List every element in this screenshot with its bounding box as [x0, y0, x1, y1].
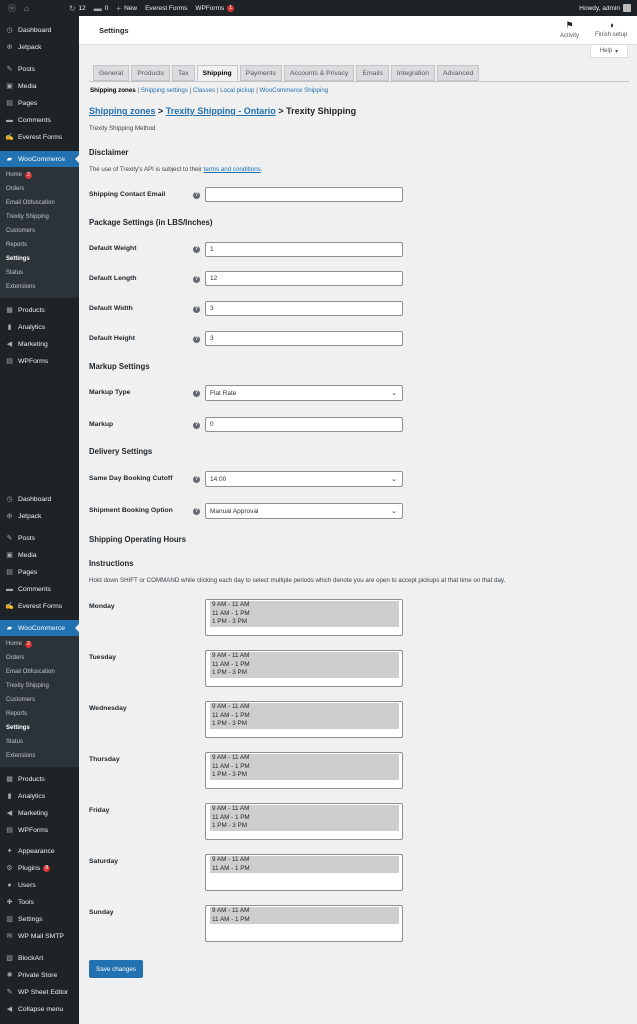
sidebar-item-appearance[interactable]	[0, 843, 79, 859]
operating-hours-heading: Shipping Operating Hours	[89, 535, 187, 544]
width-label: Default Width	[89, 305, 133, 312]
sidebar-item-label: Users	[18, 881, 36, 889]
submenu-item-extensions[interactable]	[6, 750, 35, 762]
submenu-label: Settings	[6, 256, 30, 262]
sidebar-item-label: BlockArt	[18, 954, 44, 962]
account-menu[interactable]: Howdy, admin	[579, 0, 631, 16]
weight-field[interactable]: 1	[205, 242, 403, 257]
save-changes-button[interactable]: Save changes	[89, 960, 143, 978]
sidebar-item-woocommerce[interactable]	[0, 151, 79, 167]
sidebar-item-label: WPForms	[18, 357, 49, 365]
hours-option[interactable]: 9 AM - 11 AM	[210, 805, 399, 814]
sidebar-item-label: Appearance	[18, 847, 55, 855]
store-icon: ✺	[6, 972, 13, 979]
sidebar-item-dashboard[interactable]	[0, 22, 79, 38]
settings-tabs	[93, 65, 479, 81]
site-home-icon[interactable]: ⌂	[24, 3, 29, 13]
sidebar-item-label: WP Sheet Editor	[18, 988, 69, 996]
sidebar-item-label: Media	[18, 82, 37, 90]
hours-option[interactable]: 1 PM - 3 PM	[210, 771, 399, 780]
activity-button[interactable]: ⚑ Activity	[560, 20, 580, 39]
tab-products[interactable]: Products	[131, 65, 170, 81]
updates-icon: ↻	[68, 3, 76, 13]
contact-email-field[interactable]	[205, 187, 403, 202]
help-tip-icon[interactable]: ?	[194, 306, 199, 312]
sidebar-item-label: Products	[18, 775, 45, 783]
sidebar-item-label: Pages	[18, 99, 38, 107]
sidebar-item-pages[interactable]	[0, 564, 79, 580]
terms-link[interactable]: terms and conditions	[203, 166, 261, 173]
sidebar-item-private-store[interactable]	[0, 967, 79, 983]
submenu-label: Extensions	[6, 284, 36, 290]
markup-label: Markup	[89, 421, 114, 428]
sidebar-item-label: Analytics	[18, 323, 46, 331]
day-label-friday: Friday	[89, 807, 110, 814]
tab-integration[interactable]: Integration	[391, 65, 435, 81]
weight-label: Default Weight	[89, 245, 137, 252]
sidebar-item-label: Collapse menu	[18, 1005, 64, 1013]
chevron-down-icon: ⌄	[391, 390, 397, 397]
submenu-item-orders[interactable]	[6, 183, 24, 195]
day-label-saturday: Saturday	[89, 858, 119, 865]
sidebar-item-label: Plugins	[18, 864, 41, 872]
sidebar-item-label: Dashboard	[18, 495, 52, 503]
new-content-link[interactable]: + New	[116, 3, 138, 13]
sheet-icon: ✎	[6, 989, 13, 996]
hours-select-monday[interactable]	[205, 599, 403, 636]
submenu-badge: 2	[25, 641, 32, 648]
submenu-label: Trexity Shipping	[6, 214, 49, 220]
submenu-label: Reports	[6, 242, 28, 248]
submenu-item-settings[interactable]	[6, 253, 30, 265]
height-label: Default Height	[89, 335, 136, 342]
everest-forms-link[interactable]: Everest Forms	[145, 4, 188, 12]
submenu-item-email-obfuscation[interactable]	[6, 197, 55, 209]
hours-option[interactable]: 9 AM - 11 AM	[210, 703, 399, 712]
length-label: Default Length	[89, 275, 137, 282]
sidebar-item-wpforms[interactable]	[0, 822, 79, 838]
sidebar-item-label: Comments	[18, 116, 51, 124]
sidebar-item-settings[interactable]	[0, 911, 79, 927]
hours-select-sunday[interactable]	[205, 905, 403, 942]
everest-forms-icon: ✍	[5, 603, 14, 610]
hours-option[interactable]: 9 AM - 11 AM	[210, 601, 399, 610]
sidebar-item-plugins[interactable]	[0, 860, 79, 876]
sidebar-item-label: Everest Forms	[18, 133, 63, 141]
dashboard-icon: ◷	[6, 27, 13, 34]
hours-option[interactable]: 9 AM - 11 AM	[210, 652, 399, 661]
tab-general[interactable]: General	[93, 65, 129, 81]
everest-forms-icon: ✍	[5, 134, 14, 141]
hours-option[interactable]: 11 AM - 1 PM	[210, 610, 399, 619]
submenu-item-orders[interactable]	[6, 652, 24, 664]
hours-option[interactable]: 9 AM - 11 AM	[210, 907, 399, 916]
breadcrumb: Shipping zones > Trexity Shipping - Ontario > Trexity Shipping	[89, 106, 357, 116]
day-label-tuesday: Tuesday	[89, 654, 117, 661]
markup-type-label: Markup Type	[89, 389, 131, 396]
posts-icon: ✎	[6, 535, 13, 542]
cutoff-select[interactable]: 14:00 ⌄	[205, 471, 403, 487]
products-icon: ▦	[6, 307, 13, 314]
submenu-badge: 2	[25, 172, 32, 179]
submenu-item-customers[interactable]	[6, 694, 35, 706]
hours-option[interactable]: 9 AM - 11 AM	[210, 754, 399, 763]
sidebar-item-woocommerce[interactable]	[0, 620, 79, 636]
sidebar-item-label: Settings	[18, 915, 43, 923]
hours-option[interactable]: 1 PM - 3 PM	[210, 720, 399, 729]
sidebar-item-products[interactable]	[0, 771, 79, 787]
sidebar-item-label: Everest Forms	[18, 602, 63, 610]
tab-accounts-privacy[interactable]: Accounts & Privacy	[284, 65, 355, 81]
media-icon: ▣	[6, 83, 13, 90]
subnav-classes[interactable]: Classes	[192, 87, 215, 94]
submenu-label: Orders	[6, 655, 25, 661]
help-tip-icon[interactable]: ?	[194, 276, 199, 282]
hours-select-tuesday[interactable]	[205, 650, 403, 687]
plus-icon: +	[116, 3, 122, 13]
updates-link[interactable]: ↻ 12	[68, 3, 86, 13]
submenu-item-home[interactable]	[6, 169, 32, 181]
sidebar-item-jetpack[interactable]	[0, 39, 79, 55]
hours-option[interactable]: 1 PM - 3 PM	[210, 822, 399, 831]
wpforms-badge: 1	[227, 5, 234, 12]
flag-icon: ⚑	[565, 20, 574, 30]
shipping-subnav: Shipping zones | Shipping settings | Classes | Local pickup | WooCommerce Shipping	[90, 87, 329, 94]
media-icon: ▣	[6, 552, 13, 559]
page-header	[79, 16, 637, 45]
instructions-text: Hold down SHIFT or COMMAND while clicking each day to select multiple periods which denote you are open to accept pickups at that time on that day.	[89, 577, 506, 584]
analytics-icon: ▮	[7, 324, 12, 331]
sidebar-item-media[interactable]	[0, 547, 79, 563]
marketing-icon: ◀	[6, 341, 13, 348]
help-button[interactable]: Help ▾	[590, 45, 628, 58]
hours-option[interactable]: 1 PM - 3 PM	[210, 669, 399, 678]
submenu-item-reports[interactable]	[6, 708, 27, 720]
submenu-item-extensions[interactable]	[6, 281, 35, 293]
hours-select-wednesday[interactable]	[205, 701, 403, 738]
plugins-icon: ⚙	[6, 865, 13, 872]
markup-heading: Markup Settings	[89, 362, 150, 371]
submenu-item-home[interactable]	[6, 638, 32, 650]
breadcrumb-zone-link[interactable]: Trexity Shipping - Ontario	[165, 106, 276, 116]
subnav-local-pickup[interactable]: Local pickup	[220, 87, 255, 94]
hours-option[interactable]: 11 AM - 1 PM	[210, 865, 399, 874]
booking-option-label: Shipment Booking Option	[89, 507, 173, 514]
help-tip-icon[interactable]: ?	[194, 246, 199, 252]
package-heading: Package Settings (in LBS/Inches)	[89, 218, 213, 227]
help-tip-icon[interactable]: ?	[194, 422, 199, 428]
jetpack-icon: ⊕	[6, 513, 13, 520]
delivery-heading: Delivery Settings	[89, 447, 153, 456]
disclaimer-heading: Disclaimer	[89, 148, 129, 157]
sidebar-item-label: WooCommerce	[18, 155, 66, 163]
sidebar-item-label: WP Mail SMTP	[18, 932, 64, 940]
hours-option[interactable]: 11 AM - 1 PM	[210, 916, 399, 925]
submenu-item-customers[interactable]	[6, 225, 35, 237]
day-label-thursday: Thursday	[89, 756, 120, 763]
sidebar-item-analytics[interactable]	[0, 788, 79, 804]
sidebar-item-wp-mail-smtp[interactable]	[0, 928, 79, 944]
submenu-label: Status	[6, 739, 24, 745]
instructions-heading: Instructions	[89, 559, 134, 568]
sidebar-item-blockart[interactable]	[0, 950, 79, 966]
sidebar-item-media[interactable]	[0, 78, 79, 94]
tools-icon: ✚	[6, 899, 13, 906]
help-tip-icon[interactable]: ?	[194, 508, 199, 514]
submenu-item-trexity-shipping[interactable]	[6, 680, 49, 692]
analytics-icon: ▮	[7, 793, 12, 800]
hours-option[interactable]: 11 AM - 1 PM	[210, 814, 399, 823]
tab-advanced[interactable]: Advanced	[437, 65, 479, 81]
submenu-label: Customers	[6, 697, 36, 703]
submenu-label: Email Obfuscation	[6, 200, 55, 206]
markup-field[interactable]: 0	[205, 417, 403, 432]
blockart-icon: ▧	[6, 955, 13, 962]
caret-down-icon: ▾	[615, 48, 619, 55]
posts-icon: ✎	[6, 66, 13, 73]
sidebar-item-label: Tools	[18, 898, 34, 906]
sidebar-item-jetpack[interactable]	[0, 508, 79, 524]
submenu-item-email-obfuscation[interactable]	[6, 666, 55, 678]
woocommerce-icon: ▰	[6, 156, 13, 163]
submenu-label: Home	[6, 641, 23, 647]
avatar	[623, 4, 631, 12]
submenu-label: Home	[6, 172, 23, 178]
subnav-shipping-settings[interactable]: Shipping settings	[140, 87, 188, 94]
sidebar-item-label: Posts	[18, 65, 35, 73]
sidebar-item-collapse-menu[interactable]	[0, 1001, 79, 1017]
hours-option[interactable]: 11 AM - 1 PM	[210, 763, 399, 772]
length-field[interactable]: 12	[205, 271, 403, 286]
help-tip-icon[interactable]: ?	[194, 390, 199, 396]
sidebar-item-marketing[interactable]	[0, 336, 79, 352]
sidebar-item-label: Jetpack	[18, 43, 42, 51]
wpforms-icon: ▤	[6, 827, 13, 834]
help-tip-icon[interactable]: ?	[194, 476, 199, 482]
dashboard-icon: ◷	[6, 496, 13, 503]
sidebar-item-tools[interactable]	[0, 894, 79, 910]
sidebar-item-wp-sheet-editor[interactable]	[0, 984, 79, 1000]
sidebar-item-users[interactable]	[0, 877, 79, 893]
submenu-item-status[interactable]	[6, 736, 23, 748]
sidebar-item-label: Analytics	[18, 792, 46, 800]
hours-select-thursday[interactable]	[205, 752, 403, 789]
method-title: Trexity Shipping Method	[89, 125, 156, 132]
sidebar-item-dashboard[interactable]	[0, 491, 79, 507]
settings-icon: ▥	[6, 916, 13, 923]
comment-bubble-icon: ▬	[93, 3, 102, 13]
appearance-icon: ✦	[6, 848, 13, 855]
help-tip-icon[interactable]: ?	[194, 336, 199, 342]
half-circle-icon: ◑	[608, 20, 614, 30]
tab-tax[interactable]: Tax	[172, 65, 195, 81]
page-title: Settings	[99, 26, 129, 35]
sidebar-item-label: Products	[18, 306, 45, 314]
help-tip-icon[interactable]: ?	[194, 192, 199, 198]
sidebar-item-comments[interactable]	[0, 112, 79, 128]
hours-select-saturday[interactable]	[205, 854, 403, 891]
contact-email-label: Shipping Contact Email	[89, 191, 166, 198]
chevron-down-icon: ⌄	[391, 508, 397, 515]
submenu-label: Reports	[6, 711, 28, 717]
hours-option[interactable]: 9 AM - 11 AM	[210, 856, 399, 865]
tab-payments[interactable]: Payments	[240, 65, 282, 81]
submenu-label: Trexity Shipping	[6, 683, 49, 689]
submenu-label: Extensions	[6, 753, 36, 759]
comments-link[interactable]: ▬ 0	[93, 3, 109, 13]
sidebar-item-analytics[interactable]	[0, 319, 79, 335]
sidebar-item-label: Comments	[18, 585, 51, 593]
sidebar-item-label: Dashboard	[18, 26, 52, 34]
tab-emails[interactable]: Emails	[356, 65, 388, 81]
day-label-sunday: Sunday	[89, 909, 114, 916]
comments-icon: ▬	[6, 585, 13, 593]
admin-bar	[0, 0, 637, 16]
sidebar-item-label: WooCommerce	[18, 624, 66, 632]
woocommerce-icon: ▰	[6, 625, 13, 632]
sidebar-item-products[interactable]	[0, 302, 79, 318]
sidebar-item-posts[interactable]	[0, 61, 79, 77]
wpforms-icon: ▤	[6, 358, 13, 365]
submenu-label: Settings	[6, 725, 30, 731]
submenu-label: Orders	[6, 186, 25, 192]
mail-icon: ✉	[6, 933, 13, 940]
breadcrumb-shipping-zones[interactable]: Shipping zones	[89, 106, 156, 116]
day-label-monday: Monday	[89, 603, 115, 610]
finish-setup-button[interactable]: ◑ Finish setup	[595, 20, 628, 38]
sidebar-item-everest-forms[interactable]	[0, 129, 79, 145]
subnav-woocommerce-shipping[interactable]: WooCommerce Shipping	[259, 87, 329, 94]
sidebar-item-label: Marketing	[18, 809, 48, 817]
tab-shipping[interactable]: Shipping	[197, 65, 238, 81]
sidebar-item-comments[interactable]	[0, 581, 79, 597]
collapse-icon: ◀	[6, 1006, 13, 1013]
submenu-item-reports[interactable]	[6, 239, 27, 251]
submenu-item-settings[interactable]	[6, 722, 30, 734]
breadcrumb-current: Trexity Shipping	[286, 106, 357, 116]
sidebar-item-label: WPForms	[18, 826, 49, 834]
sidebar-item-pages[interactable]	[0, 95, 79, 111]
pages-icon: ▤	[6, 569, 13, 576]
submenu-item-trexity-shipping[interactable]	[6, 211, 49, 223]
day-label-wednesday: Wednesday	[89, 705, 127, 712]
hours-option[interactable]: 1 PM - 3 PM	[210, 618, 399, 627]
sidebar-item-marketing[interactable]	[0, 805, 79, 821]
products-icon: ▦	[6, 776, 13, 783]
height-field[interactable]: 3	[205, 331, 403, 346]
sidebar-item-wpforms[interactable]	[0, 353, 79, 369]
sidebar-item-label: Media	[18, 551, 37, 559]
cutoff-label: Same Day Booking Cutoff	[89, 475, 173, 482]
hours-select-friday[interactable]	[205, 803, 403, 840]
hours-option[interactable]: 11 AM - 1 PM	[210, 661, 399, 670]
sidebar-badge: 8	[43, 865, 50, 872]
comments-icon: ▬	[6, 116, 13, 124]
submenu-item-status[interactable]	[6, 267, 23, 279]
submenu-label: Email Obfuscation	[6, 669, 55, 675]
booking-option-select[interactable]: Manual Approval ⌄	[205, 503, 403, 519]
tabs-divider	[89, 81, 629, 82]
subnav-shipping-zones[interactable]: Shipping zones	[90, 87, 136, 94]
users-icon: ●	[7, 881, 12, 889]
jetpack-icon: ⊕	[6, 44, 13, 51]
marketing-icon: ◀	[6, 810, 13, 817]
sidebar-item-everest-forms[interactable]	[0, 598, 79, 614]
sidebar-item-label: Jetpack	[18, 512, 42, 520]
wordpress-logo-icon[interactable]: ⓦ	[8, 3, 16, 13]
sidebar-item-label: Posts	[18, 534, 35, 542]
submenu-label: Status	[6, 270, 24, 276]
sidebar-item-posts[interactable]	[0, 530, 79, 546]
pages-icon: ▤	[6, 100, 13, 107]
sidebar-item-label: Marketing	[18, 340, 48, 348]
wpforms-link[interactable]: WPForms 1	[195, 5, 234, 12]
width-field[interactable]: 3	[205, 301, 403, 316]
sidebar-item-label: Private Store	[18, 971, 58, 979]
admin-sidebar	[0, 16, 79, 1024]
disclaimer-text: The use of Trexity's API is subject to their terms and conditions.	[89, 166, 263, 173]
submenu-label: Customers	[6, 228, 36, 234]
markup-type-select[interactable]: Flat Rate ⌄	[205, 385, 403, 401]
chevron-down-icon: ⌄	[391, 476, 397, 483]
sidebar-item-label: Pages	[18, 568, 38, 576]
hours-option[interactable]: 11 AM - 1 PM	[210, 712, 399, 721]
